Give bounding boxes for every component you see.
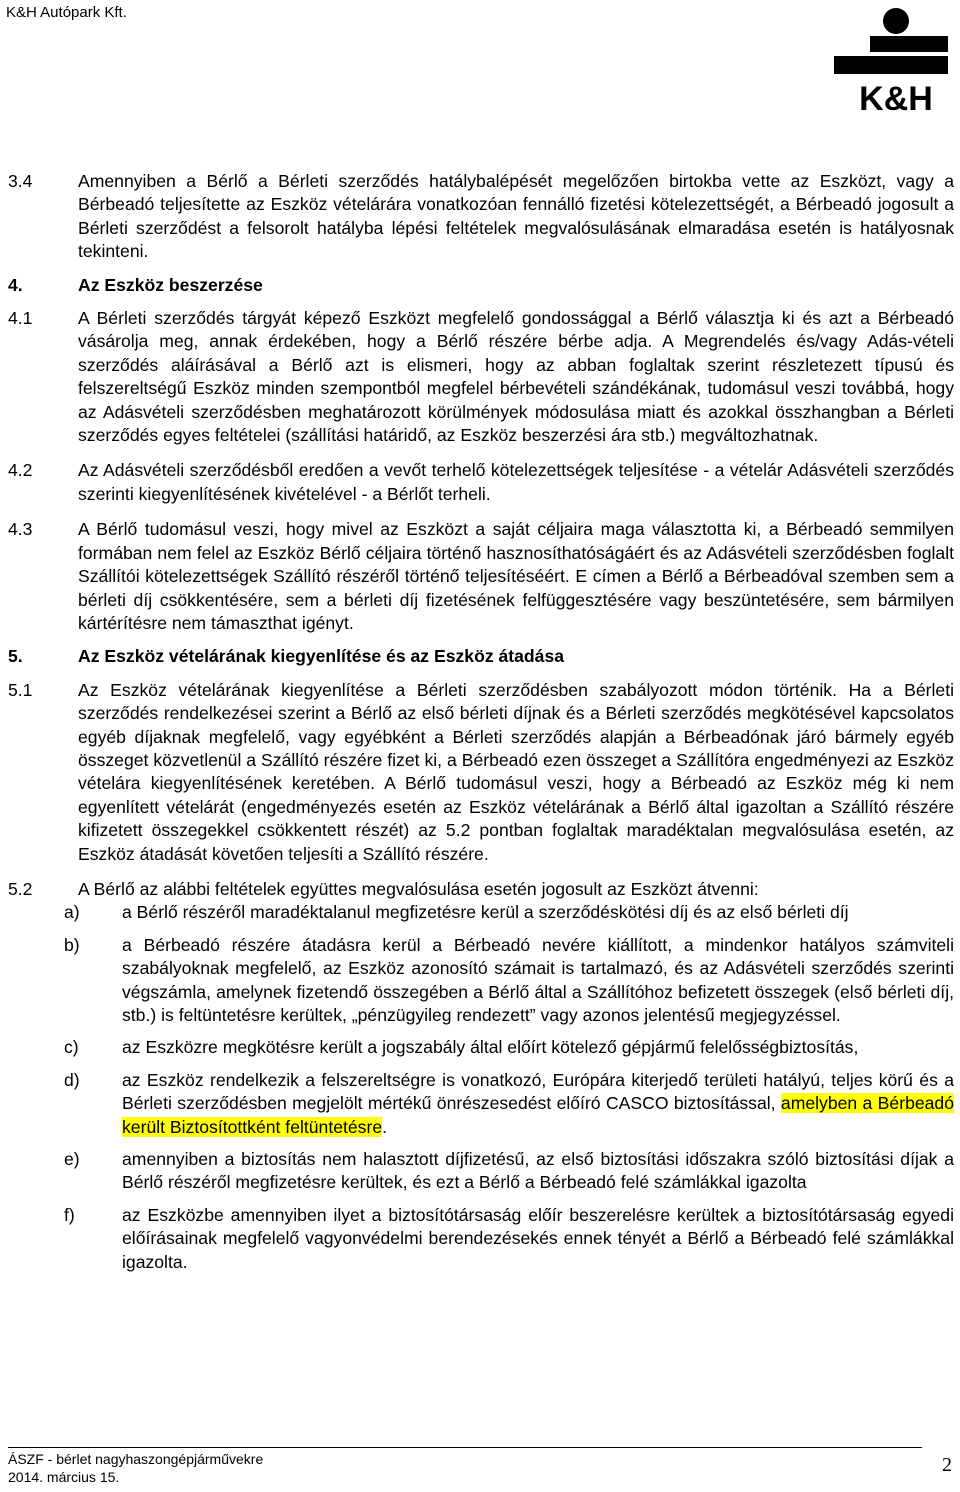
logo-text: K&H [859, 80, 933, 114]
company-name: K&H Autópark Kft. [6, 4, 127, 21]
paragraph-number: 4.1 [8, 308, 33, 329]
paragraph-number: 3.4 [8, 171, 33, 191]
heading-4 [8, 274, 954, 297]
footer-info [8, 1450, 263, 1486]
paragraph-4-3 [8, 518, 954, 635]
list-item [64, 1036, 954, 1059]
logo-mark [834, 8, 948, 74]
list-letter: d) [64, 1069, 80, 1090]
heading-number: 4. [8, 274, 23, 295]
paragraph-number: 5.1 [8, 679, 33, 700]
list-text: az Eszközbe amennyiben ilyet a biztosítótársaság előír beszerelésre kerültek a biztosítótársaság egyedi előírásainak megfelelő vagyonvédelmi berendezésekés ennek tényét a Bérlő a Bérbeadó felé számlákkal igazolta. [122, 1204, 954, 1272]
list-letter: e) [64, 1149, 80, 1170]
paragraph-number: 5.2 [8, 878, 33, 899]
paragraph-4-2 [8, 459, 954, 506]
paragraph-text: A Bérlő az alábbi feltételek együttes megvalósulása esetén jogosult az Eszközt átvenni: [78, 878, 759, 899]
list-item [64, 1069, 954, 1139]
list-letter: a) [64, 902, 80, 923]
list-text: a Bérbeadó részére átadásra kerül a Bérbeadó nevére kiállított, a mindenkor hatályos számviteli szabályoknak megfelelő, az Eszköz azonosító számait is tartalmazó, és az Adásvételi szerződés szerinti végszámla, amelynek fizetendő összegében a Bérlő által a Szállítóhoz befizetett összegek (első bérleti díj, stb.) is feltüntetésre kerültek, „pénzügyileg rendezett” vagy azonos jelentésű megjegyzéssel. [122, 934, 954, 1025]
paragraph-text: Az Adásvételi szerződésből eredően a vevőt terhelő kötelezettségek teljesítése - a vételár Adásvételi szerződés szerinti kiegyenlítésének kivételével - a Bérlőt terheli. [78, 460, 954, 504]
footer-divider [8, 1447, 922, 1448]
list-text: a Bérlő részéről maradéktalanul megfizetésre kerül a szerződéskötési díj és az első bérleti díj [122, 902, 849, 923]
highlighted-text: amelyben a Bérbeadó került Biztosítottként feltüntetésre [122, 1093, 954, 1137]
page-number: 2 [942, 1454, 952, 1476]
list-item [64, 901, 954, 924]
paragraph-5-1 [8, 679, 954, 866]
list-text-end: . [382, 1116, 388, 1137]
paragraph-5-2 [8, 878, 954, 901]
conditions-list [64, 901, 954, 1274]
list-text: az Eszköz rendelkezik a felszereltségre is vonatkozó, Európára kiterjedő területi hatályú, teljes körű és a Bérleti szerződésben megjelölt mértékű önrészesedést előíró CASCO biztosítással, [122, 1069, 954, 1114]
list-letter: b) [64, 934, 80, 955]
paragraph-4-1 [8, 307, 954, 447]
paragraph-number: 4.3 [8, 519, 33, 540]
paragraph-text: A Bérlő tudomásul veszi, hogy mivel az Eszközt a saját céljaira maga választotta ki, a Bérbeadó semmilyen formában nem felel az Eszköz Bérlő céljaira történő hasznosíthatóságáért és az Adásvételi szerződésben foglalt Szállítói kötelezettségek Szállító részéről történő teljesítéséért. E címen a Bérlő a Bérbeadóval szemben sem a bérleti díj csökkentésére, sem a bérleti díj fizetésének felfüggesztésére vagy beszüntetésére, sem bármilyen kártérítésre nem támaszthat igényt. [78, 519, 954, 633]
kh-logo [834, 4, 958, 114]
paragraph-text: Amennyiben a Bérlő a Bérleti szerződés hatálybalépését megelőzően birtokba vette az Eszközt, vagy a Bérbeadó teljesítette az Eszköz vételárára vonatkozóan fennálló fizetési kötelezettségét, a Bérbeadó jogosult a Bérleti szerződést a felsorolt hatályba lépési feltételek megvalósulásának elmaradása esetén is hatályosnak tekinteni. [78, 171, 954, 262]
heading-title: Az Eszköz vételárának kiegyenlítése és az Eszköz átadása [78, 646, 565, 667]
paragraph-number: 4.2 [8, 460, 33, 481]
document-body [8, 170, 954, 1283]
paragraph-text: Az Eszköz vételárának kiegyenlítése a Bérleti szerződésben szabályozott módon történik. Ha a Bérleti szerződés rendelkezései szerint a Bérlő az első bérleti díjnak és a Bérleti szerződés megkötésével kapcsolatos egyéb díjaknak megfelelő, vagy egyébként a Bérleti szerződés alapján a Bérbeadónak járó bármely egyéb összeget közvetlenül a Szállító részére fizet ki, a Bérbeadó ezen összeget a Szállítóra engedményezi az Eszköz vételára kiegyenlítésének keretében. A Bérlő tudomásul veszi, hogy a Bérbeadó az Eszköz még ki nem egyenlített vételárát (engedményezés esetén az Eszköz vételárának a Bérlő által igazoltan a Szállító részére kifizetett összegekkel csökkentett részét) az 5.2 pontban foglaltak maradéktalan megvalósulása esetén, az Eszköz átadását követően teljesíti a Szállító részére. [78, 679, 954, 864]
heading-title: Az Eszköz beszerzése [78, 274, 263, 295]
list-letter: c) [64, 1037, 79, 1058]
list-text: az Eszközre megkötésre került a jogszabály által előírt kötelező gépjármű felelősségbiztosítás, [122, 1037, 859, 1058]
list-text-container [122, 1069, 954, 1139]
list-item [64, 934, 954, 1028]
heading-5 [8, 645, 954, 668]
list-letter: f) [64, 1204, 75, 1225]
list-item [64, 1148, 954, 1195]
paragraph-3-4 [8, 170, 954, 264]
paragraph-text: A Bérleti szerződés tárgyát képező Eszközt megfelelő gondossággal a Bérlő választja ki és azt a Bérbeadó vásárolja meg, annak érdekében, hogy a Bérlő részére bérbe adja. A Megrendelés és/vagy Adás-vételi szerződés aláírásával a Bérlő azt is elismeri, hogy az abban foglaltak szerint részletezett típusú és felszereltségű Eszköz minden szempontból megfelel bérbevételi szándékának, tudomásul veszi továbbá, hogy az Adásvételi szerződésben meghatározott körülmények módosulása miatt és azokkal összhangban a Bérleti szerződés egyes feltételei (szállítási határidő, az Eszköz beszerzési ára stb.) megváltozhatnak. [78, 308, 954, 446]
heading-number: 5. [8, 646, 23, 667]
footer-date: 2014. március 15. [8, 1469, 120, 1485]
list-item [64, 1204, 954, 1274]
list-text: amennyiben a biztosítás nem halasztott díjfizetésű, az első biztosítási időszakra szóló biztosítási díjak a Bérlő részéről megfizetésre kerültek, és ezt a Bérlő a Bérbeadó felé számlákkal igazolta [122, 1149, 954, 1193]
footer-document-title: ÁSZF - bérlet nagyhaszongépjárművekre [8, 1451, 264, 1467]
